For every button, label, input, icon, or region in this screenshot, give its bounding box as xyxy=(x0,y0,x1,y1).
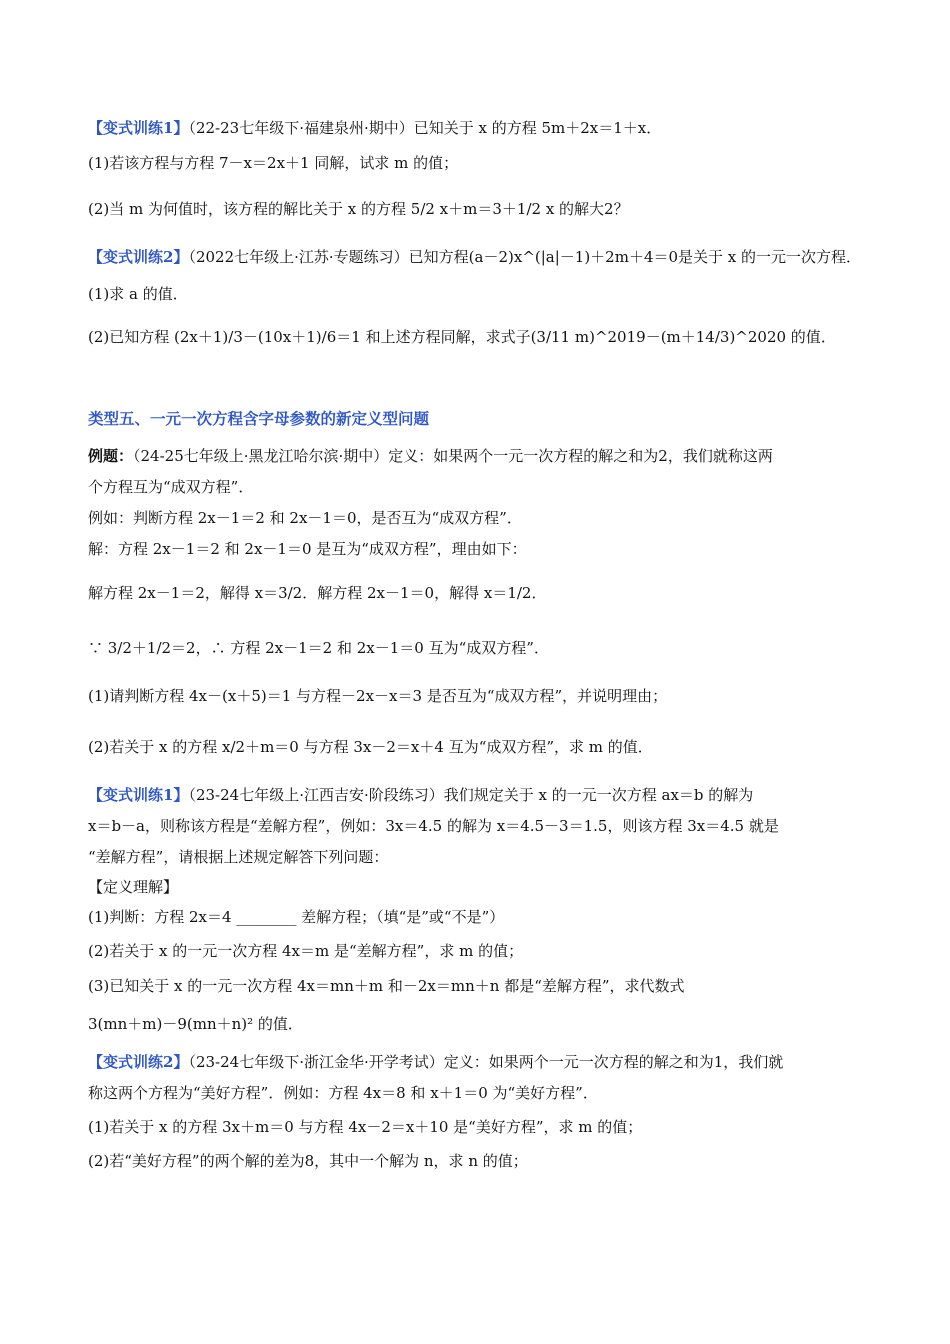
exercise-3-subheading xyxy=(88,876,890,898)
exercise-3-question-2 xyxy=(88,940,890,962)
line-text: (1)判断：方程 2x＝4 ________ 差解方程；（填“是”或“不是”） xyxy=(88,908,505,926)
exercise-3-question-3 xyxy=(88,975,890,997)
example-question-1 xyxy=(88,685,890,707)
line-text: (2)若关于 x 的一元一次方程 4x＝m 是“差解方程”，求 m 的值； xyxy=(88,942,524,960)
section-title: 类型五、一元一次方程含字母参数的新定义型问题 xyxy=(88,409,430,428)
line-text: (1)请判断方程 4x－(x＋5)＝1 与方程－2x－x＝3 是否互为“成双方程”，并说明理由； xyxy=(88,687,668,705)
exercise-3-definition xyxy=(88,815,890,837)
line-text: ∵ 3/2＋1/2＝2，∴ 方程 2x－1＝2 和 2x－1＝0 互为“成双方程”． xyxy=(88,639,549,657)
exercise-2-intro xyxy=(88,246,890,268)
line-text: “差解方程”，请根据上述规定解答下列问题： xyxy=(88,848,389,866)
line-text: (1)若该方程与方程 7－x＝2x＋1 同解，试求 m 的值； xyxy=(88,154,459,172)
line-text: x＝b－a，则称该方程是“差解方程”，例如：3x＝4.5 的解为 x＝4.5－3＝1.5，则该方程 3x＝4.5 就是 xyxy=(88,817,779,835)
exercise-4-question-2 xyxy=(88,1150,890,1172)
line-text: （23-24七年级上·江西吉安·阶段练习）我们规定关于 x 的一元一次方程 ax＝b 的解为 xyxy=(188,786,754,804)
exercise-3-instruction xyxy=(88,846,890,868)
example-sample xyxy=(88,507,890,529)
line-text: 解：方程 2x－1＝2 和 2x－1＝0 是互为“成双方程”，理由如下： xyxy=(88,540,527,558)
line-text: （23-24七年级下·浙江金华·开学考试）定义：如果两个一元一次方程的解之和为1，我们就 xyxy=(188,1053,784,1071)
example-intro xyxy=(88,445,890,467)
section-heading xyxy=(88,408,890,430)
exercise-1-question-2 xyxy=(88,198,890,220)
example-conclusion xyxy=(88,637,890,659)
exercise-4-question-1 xyxy=(88,1116,890,1138)
exercise-1-question-1 xyxy=(88,152,890,174)
exercise-2-question-2 xyxy=(88,326,890,348)
exercise-3-intro xyxy=(88,784,890,806)
line-text: (1)求 a 的值． xyxy=(88,285,188,303)
line-text: 称这两个方程为“美好方程”．例如：方程 4x＝8 和 x＋1＝0 为“美好方程”． xyxy=(88,1084,598,1102)
line-text: (2)若关于 x 的方程 x/2＋m＝0 与方程 3x－2＝x＋4 互为“成双方程”，求 m 的值． xyxy=(88,738,653,756)
line-text: 【定义理解】 xyxy=(88,878,179,896)
line-text: (2)已知方程 (2x＋1)/3－(10x＋1)/6＝1 和上述方程同解，求式子(3/11 m)^2019－(m＋14/3)^2020 的值． xyxy=(88,328,836,346)
example-question-2 xyxy=(88,736,890,758)
line-text: 例如：判断方程 2x－1＝2 和 2x－1＝0，是否互为“成双方程”． xyxy=(88,509,522,527)
exercise-tag: 【变式训练1】 xyxy=(88,786,189,804)
line-text: (3)已知关于 x 的一元一次方程 4x＝mn＋m 和－2x＝mn＋n 都是“差解方程”，求代数式 xyxy=(88,977,685,995)
exercise-3-question-3-cont xyxy=(88,1013,890,1035)
example-solution-steps xyxy=(88,582,890,604)
exercise-4-definition-cont xyxy=(88,1082,890,1104)
line-text: （2022七年级上·江苏·专题练习）已知方程(a－2)x^(|a|－1)＋2m＋4＝0是关于 x 的一元一次方程． xyxy=(188,248,862,266)
exercise-1-intro xyxy=(88,117,890,139)
line-text: （22-23七年级下·福建泉州·期中）已知关于 x 的方程 5m＋2x＝1＋x． xyxy=(188,119,662,137)
line-text: 解方程 2x－1＝2，解得 x＝3/2．解方程 2x－1＝0，解得 x＝1/2． xyxy=(88,584,547,602)
line-text: (2)当 m 为何值时，该方程的解比关于 x 的方程 5/2 x＋m＝3＋1/2 x 的解大2？ xyxy=(88,200,629,218)
exercise-4-intro xyxy=(88,1051,890,1073)
exercise-3-question-1 xyxy=(88,906,890,928)
line-text: 个方程互为“成双方程”． xyxy=(88,478,254,496)
example-solution xyxy=(88,538,890,560)
exercise-tag: 【变式训练2】 xyxy=(88,248,189,266)
exercise-tag: 【变式训练1】 xyxy=(88,119,189,137)
line-text: （24-25七年级上·黑龙江哈尔滨·期中）定义：如果两个一元一次方程的解之和为2，我们就称这两 xyxy=(133,447,773,465)
example-definition-cont xyxy=(88,476,890,498)
exercise-2-question-1 xyxy=(88,283,890,305)
exercise-tag: 【变式训练2】 xyxy=(88,1053,189,1071)
line-text: (1)若关于 x 的方程 3x＋m＝0 与方程 4x－2＝x＋10 是“美好方程”，求 m 的值； xyxy=(88,1118,643,1136)
example-label: 例题： xyxy=(88,447,134,465)
line-text: (2)若“美好方程”的两个解的差为8，其中一个解为 n，求 n 的值； xyxy=(88,1152,528,1170)
line-text: 3(mn＋m)－9(mn＋n)² 的值． xyxy=(88,1015,303,1033)
